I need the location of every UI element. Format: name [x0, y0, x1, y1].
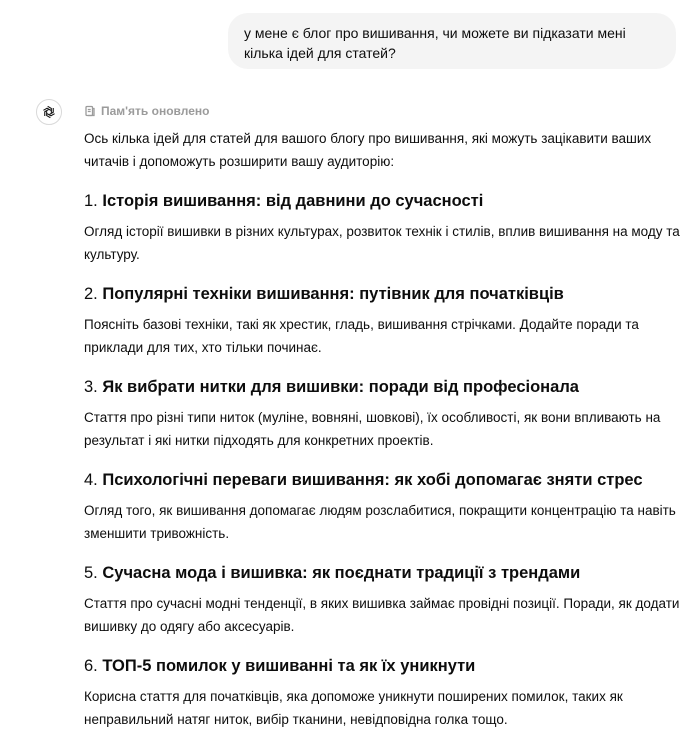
assistant-avatar — [36, 99, 62, 125]
idea-number: 2. — [84, 285, 98, 303]
memory-icon — [84, 105, 96, 117]
idea-title: Історія вишивання: від давнини до сучасності — [102, 192, 484, 210]
idea-number: 6. — [84, 657, 98, 675]
assistant-message — [84, 127, 680, 731]
idea-number: 4. — [84, 471, 98, 489]
idea-title: Як вибрати нитки для вишивки: поради від професіонала — [102, 378, 579, 396]
idea-title: Сучасна мода і вишивка: як поєднати традиції з трендами — [102, 564, 581, 582]
idea-title: ТОП-5 помилок у вишиванні та як їх уникнути — [102, 657, 476, 675]
idea-heading — [84, 375, 680, 399]
idea-description: Стаття про різні типи ниток (муліне, вовняні, шовкові), їх особливості, як вони впливають на результат і які нитки підходять для конкретних проектів. — [84, 410, 661, 448]
openai-logo-icon — [41, 104, 57, 120]
idea-heading — [84, 282, 680, 306]
idea-description: Огляд того, як вишивання допомагає людям розслабитися, покращити концентрацію та навіть зменшити тривожність. — [84, 503, 676, 541]
idea-title: Популярні техніки вишивання: путівник для початківців — [102, 285, 564, 303]
idea-number: 3. — [84, 378, 98, 396]
idea-description: Огляд історії вишивки в різних культурах, розвиток технік і стилів, вплив вишивання на моду та культуру. — [84, 224, 680, 262]
idea-description: Стаття про сучасні модні тенденції, в яких вишивка займає провідні позиції. Поради, як додати вишивку до одягу або аксесуарів. — [84, 596, 680, 634]
article-ideas-list — [84, 189, 680, 731]
idea-heading — [84, 561, 680, 585]
memory-note-label: Пам'ять оновлено — [101, 104, 210, 118]
assistant-intro: Ось кілька ідей для статей для вашого блогу про вишивання, які можуть зацікавити ваших читачів і допоможуть розширити вашу аудиторію: — [84, 131, 652, 169]
idea-number: 5. — [84, 564, 98, 582]
idea-number: 1. — [84, 192, 98, 210]
idea-description: Поясніть базові техніки, такі як хрестик, гладь, вишивання стрічками. Додайте поради та приклади для тих, хто тільки починає. — [84, 317, 639, 355]
user-message-bubble — [228, 13, 676, 69]
user-message-text: у мене є блог про вишивання, чи можете ви підказати мені кілька ідей для статей? — [244, 25, 626, 61]
idea-title: Психологічні переваги вишивання: як хобі допомагає зняти стрес — [102, 471, 643, 489]
idea-heading — [84, 189, 680, 213]
memory-updated-indicator[interactable] — [84, 103, 209, 119]
idea-heading — [84, 468, 680, 492]
idea-description: Корисна стаття для початківців, яка допоможе уникнути поширених помилок, таких як неправильний натяг ниток, вибір тканини, невідповідна голка тощо. — [84, 689, 623, 727]
idea-heading — [84, 654, 680, 678]
